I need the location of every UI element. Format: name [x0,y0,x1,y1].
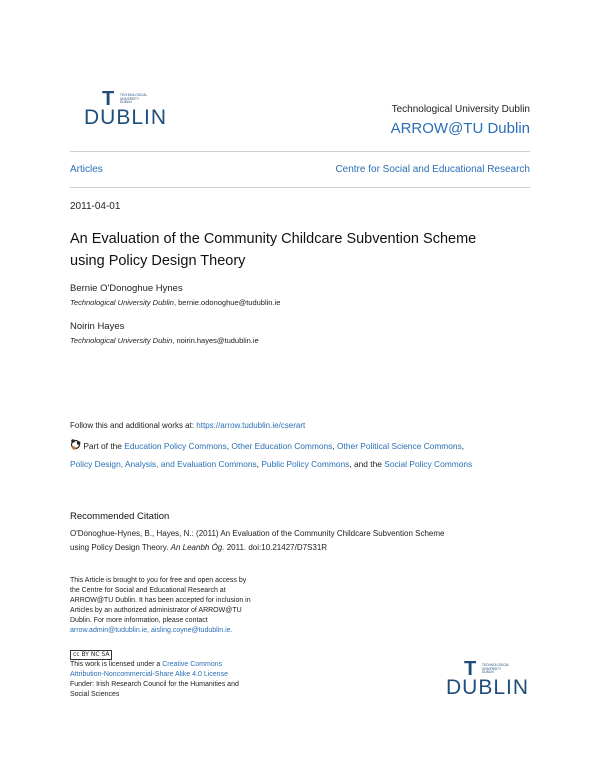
logo-letter-t: T [102,88,115,110]
citation-heading: Recommended Citation [70,511,170,522]
divider-bottom [70,187,530,188]
commons-block: Part of the Education Policy Commons, Other Education Commons, Other Political Science Commons, Policy Design, Analysis, and Evaluation Commons, Public Policy Commons, and the Social Policy Commons [70,437,535,473]
logo-letter-t: T [464,658,477,680]
author-2 [70,320,259,346]
follow-text: Follow this and additional works at: [70,421,197,430]
logo-word: DUBLIN [446,676,530,699]
license-link[interactable]: Creative Commons [162,661,223,668]
author-1 [70,282,280,308]
commons-link-other-education[interactable]: Other Education Commons [231,441,333,451]
contact-email-link[interactable]: arrow.admin@tudublin.ie, aisling.coyne@tudublin.ie. [70,627,233,634]
commons-link-policy-design[interactable]: Policy Design, Analysis, and Evaluation Commons [70,459,257,469]
logo-small-text: TECHNOLOGICAL UNIVERSITY DUBLIN [482,663,510,675]
logo-word: DUBLIN [84,106,168,129]
author-affiliation: Technological University Dubin [70,336,173,345]
commons-link-other-political-science[interactable]: Other Political Science Commons [337,441,462,451]
article-title [70,228,540,272]
title-line-1: An Evaluation of the Community Childcare Subvention Scheme [70,231,477,247]
tu-dublin-logo [84,90,169,138]
author-name: Bernie O'Donoghue Hynes [70,283,183,294]
commons-link-social-policy[interactable]: Social Policy Commons [384,459,473,469]
author-affiliation: Technological University Dublin [70,298,174,307]
cc-license-badge[interactable]: cc BY NC SA [70,643,112,661]
access-statement: This Article is brought to you for free and open access by the Centre for Social and Educational Research at ARROW@TU Dublin. It has been accepted for inclusion in Articles by an authorized administrator of ARROW@TU Dublin. For more information, please contact arrow.admin@tudublin.ie, aisling.coyne@tudublin.ie. [70,577,251,634]
logo-small-text: TECHNOLOGICAL UNIVERSITY DUBLIN [120,93,148,105]
commons-link-public-policy[interactable]: Public Policy Commons [261,459,350,469]
license-link-detail[interactable]: Attribution-Noncommercial-Share Alike 4.0 License [70,671,228,678]
author-email[interactable]: , noirin.hayes@tudublin.ie [172,336,259,345]
journal-name: An Leanbh Óg. [170,543,225,552]
divider-top [70,151,530,152]
license-block: This work is licensed under a Creative Commons Attribution-Noncommercial-Share Alike 4.0 License Funder: Irish Research Council for the Humanities and Social Sciences [70,661,239,698]
institution-name: Technological University Dublin [391,104,530,115]
commons-link-education-policy[interactable]: Education Policy Commons [124,441,227,451]
title-line-2: using Policy Design Theory [70,253,246,269]
nav-centre-link[interactable]: Centre for Social and Educational Research [335,164,530,175]
tu-dublin-logo-footer [446,660,531,708]
author-name: Noirin Hayes [70,321,125,332]
network-icon [70,438,81,449]
citation-text: O'Donoghue-Hynes, B., Hayes, N.: (2011) An Evaluation of the Community Childcare Subvention Scheme using Policy Design Theory. An Leanbh Óg. 2011. doi:10.21427/D7S31R [70,529,445,552]
nav-articles-link[interactable]: Articles [70,164,103,175]
collection-url-link[interactable]: https://arrow.tudublin.ie/cserart [196,421,306,430]
author-email[interactable]: , bernie.odonoghue@tudublin.ie [173,298,281,307]
follow-line [70,421,305,430]
repository-link[interactable]: ARROW@TU Dublin [390,120,530,137]
publication-date: 2011-04-01 [70,201,121,212]
